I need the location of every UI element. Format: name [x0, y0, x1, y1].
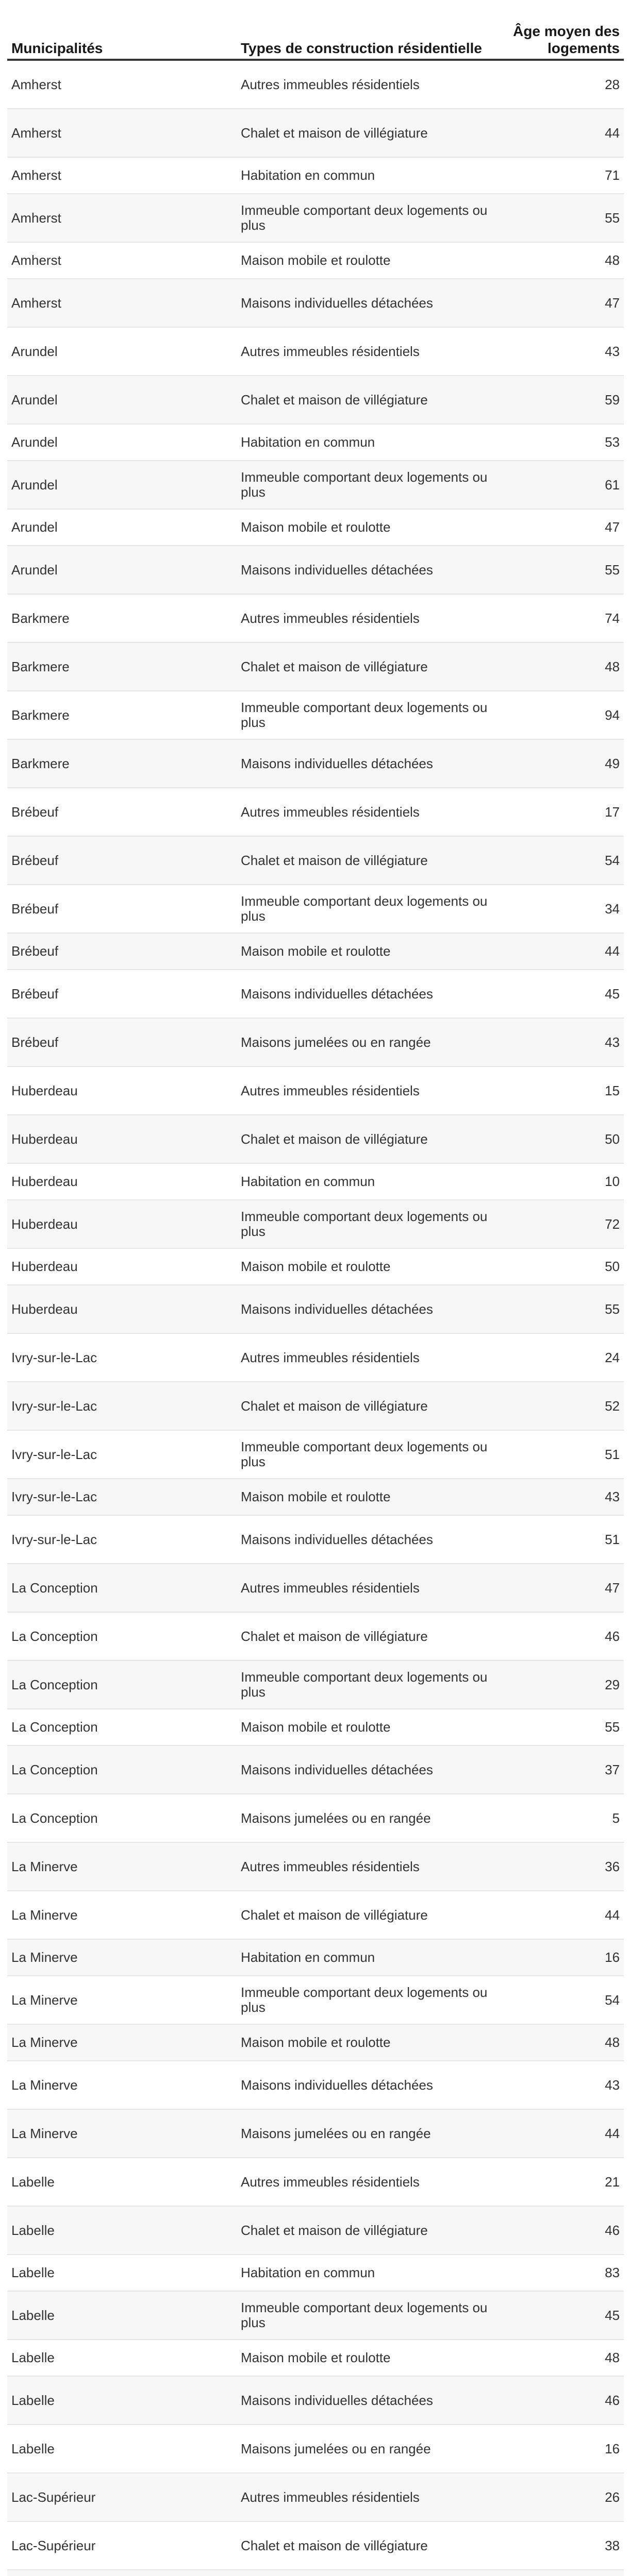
table-row: [7, 691, 624, 739]
cell-type-construction: Habitation en commun: [237, 2255, 494, 2291]
cell-municipalite: La Minerve: [7, 1891, 237, 1939]
cell-municipalite: Labelle: [7, 2291, 237, 2340]
table-row: [7, 1709, 624, 1745]
cell-type-construction: Maisons individuelles détachées: [237, 739, 494, 788]
cell-age-moyen: 55: [494, 1285, 624, 1333]
cell-age-moyen: 28: [494, 60, 624, 109]
cell-age-moyen: 83: [494, 2255, 624, 2291]
table-row: [7, 1745, 624, 1794]
cell-type-construction: Habitation en commun: [237, 1939, 494, 1976]
cell-municipalite: Brébeuf: [7, 788, 237, 836]
cell-type-construction: Autres immeubles résidentiels: [237, 594, 494, 642]
cell-type-construction: Maison mobile et roulotte: [237, 1709, 494, 1745]
table-row: [7, 1660, 624, 1709]
cell-municipalite: [7, 2570, 237, 2576]
table-row: [7, 1479, 624, 1515]
table-row: [7, 509, 624, 546]
cell-type-construction: Chalet et maison de villégiature: [237, 1382, 494, 1430]
cell-municipalite: Huberdeau: [7, 1163, 237, 1200]
cell-municipalite: Barkmere: [7, 642, 237, 691]
cell-type-construction: Immeuble comportant deux logements ou plus: [237, 2291, 494, 2340]
cell-municipalite: Labelle: [7, 2158, 237, 2206]
cell-municipalite: La Conception: [7, 1564, 237, 1612]
cell-municipalite: Arundel: [7, 424, 237, 461]
cell-type-construction: Chalet et maison de villégiature: [237, 1612, 494, 1660]
cell-type-construction: Chalet et maison de villégiature: [237, 2206, 494, 2255]
cell-age-moyen: 61: [494, 461, 624, 509]
cell-age-moyen: 10: [494, 1163, 624, 1200]
cell-municipalite: Arundel: [7, 461, 237, 509]
cell-age-moyen: 49: [494, 739, 624, 788]
cell-age-moyen: 72: [494, 1200, 624, 1248]
cell-type-construction: Immeuble comportant deux logements ou plus: [237, 1976, 494, 2024]
cell-municipalite: Brébeuf: [7, 1018, 237, 1066]
table-row: [7, 2291, 624, 2340]
cell-municipalite: Amherst: [7, 60, 237, 109]
cell-municipalite: Amherst: [7, 242, 237, 279]
cell-age-moyen: 55: [494, 194, 624, 242]
cell-age-moyen: 51: [494, 1430, 624, 1479]
cell-municipalite: Barkmere: [7, 691, 237, 739]
table-row: [7, 279, 624, 327]
cell-municipalite: Ivry-sur-le-Lac: [7, 1430, 237, 1479]
cell-type-construction: Maisons individuelles détachées: [237, 2061, 494, 2109]
cell-municipalite: Barkmere: [7, 594, 237, 642]
table-row: [7, 194, 624, 242]
cell-age-moyen: 16: [494, 1939, 624, 1976]
cell-age-moyen: 44: [494, 933, 624, 970]
cell-age-moyen: 24: [494, 1333, 624, 1382]
cell-municipalite: Arundel: [7, 376, 237, 424]
cell-age-moyen: 29: [494, 1660, 624, 1709]
cell-municipalite: Arundel: [7, 546, 237, 594]
table-row: [7, 1430, 624, 1479]
cell-type-construction: Chalet et maison de villégiature: [237, 642, 494, 691]
cell-age-moyen: 43: [494, 1479, 624, 1515]
cell-age-moyen: 45: [494, 970, 624, 1018]
table-row: [7, 642, 624, 691]
cell-type-construction: Immeuble comportant deux logements ou plus: [237, 691, 494, 739]
cell-age-moyen: 50: [494, 1248, 624, 1285]
table-row: [7, 836, 624, 885]
table-row: [7, 2340, 624, 2376]
table-row: [7, 376, 624, 424]
table-row: [7, 1285, 624, 1333]
table-row: [7, 157, 624, 194]
cell-type-construction: Maison mobile et roulotte: [237, 1479, 494, 1515]
table-row: [7, 788, 624, 836]
table-row: [7, 2473, 624, 2521]
cell-age-moyen: 48: [494, 2340, 624, 2376]
cell-municipalite: Ivry-sur-le-Lac: [7, 1479, 237, 1515]
cell-municipalite: Barkmere: [7, 739, 237, 788]
table-body: [7, 60, 624, 2576]
cell-age-moyen: 59: [494, 376, 624, 424]
cell-type-construction: Maison mobile et roulotte: [237, 1248, 494, 1285]
cell-age-moyen: 46: [494, 2376, 624, 2425]
cell-type-construction: Maison mobile et roulotte: [237, 509, 494, 546]
cell-type-construction: Chalet et maison de villégiature: [237, 109, 494, 157]
cell-age-moyen: 44: [494, 2109, 624, 2158]
cell-municipalite: Ivry-sur-le-Lac: [7, 1333, 237, 1382]
cell-age-moyen: [494, 2570, 624, 2576]
table-row: [7, 1515, 624, 1564]
cell-age-moyen: 47: [494, 279, 624, 327]
table-row: [7, 933, 624, 970]
cell-age-moyen: 71: [494, 157, 624, 194]
cell-type-construction: Chalet et maison de villégiature: [237, 1891, 494, 1939]
table-row: [7, 1115, 624, 1163]
cell-municipalite: La Conception: [7, 1745, 237, 1794]
cell-type-construction: Maisons jumelées ou en rangée: [237, 2425, 494, 2473]
table-row: [7, 1891, 624, 1939]
cell-type-construction: Autres immeubles résidentiels: [237, 2473, 494, 2521]
table-row: [7, 461, 624, 509]
cell-municipalite: La Minerve: [7, 2109, 237, 2158]
table-row: [7, 739, 624, 788]
cell-type-construction: Autres immeubles résidentiels: [237, 60, 494, 109]
table-row: [7, 1564, 624, 1612]
cell-age-moyen: 34: [494, 885, 624, 933]
cell-municipalite: Huberdeau: [7, 1066, 237, 1115]
cell-age-moyen: 94: [494, 691, 624, 739]
cell-municipalite: La Minerve: [7, 2061, 237, 2109]
cell-municipalite: Amherst: [7, 194, 237, 242]
cell-age-moyen: 37: [494, 1745, 624, 1794]
table-row: [7, 2109, 624, 2158]
cell-type-construction: Maison mobile et roulotte: [237, 2340, 494, 2376]
cell-type-construction: Autres immeubles résidentiels: [237, 1842, 494, 1891]
cell-age-moyen: 15: [494, 1066, 624, 1115]
cell-age-moyen: 16: [494, 2425, 624, 2473]
cell-age-moyen: 43: [494, 327, 624, 376]
table-row: [7, 546, 624, 594]
cell-municipalite: Arundel: [7, 327, 237, 376]
cell-municipalite: Lac-Supérieur: [7, 2521, 237, 2570]
column-header-age-moyen[interactable]: Âge moyen des logements: [513, 23, 620, 56]
cell-municipalite: La Conception: [7, 1794, 237, 1842]
cell-age-moyen: 5: [494, 1794, 624, 1842]
cell-age-moyen: 21: [494, 2158, 624, 2206]
cell-age-moyen: 74: [494, 594, 624, 642]
cell-age-moyen: 46: [494, 1612, 624, 1660]
table-row: [7, 1066, 624, 1115]
cell-type-construction: Chalet et maison de villégiature: [237, 376, 494, 424]
cell-municipalite: Labelle: [7, 2206, 237, 2255]
cell-type-construction: Maison mobile et roulotte: [237, 933, 494, 970]
table-row: [7, 2061, 624, 2109]
cell-age-moyen: 47: [494, 509, 624, 546]
cell-type-construction: Maison mobile et roulotte: [237, 2024, 494, 2061]
table-row: [7, 60, 624, 109]
cell-age-moyen: 48: [494, 242, 624, 279]
table-row: [7, 2158, 624, 2206]
cell-age-moyen: 54: [494, 1976, 624, 2024]
data-table: [7, 10, 624, 2576]
table-row: [7, 1382, 624, 1430]
cell-type-construction: Maisons individuelles détachées: [237, 1515, 494, 1564]
table-row: [7, 885, 624, 933]
cell-age-moyen: 55: [494, 546, 624, 594]
cell-type-construction: Autres immeubles résidentiels: [237, 2158, 494, 2206]
cell-age-moyen: 51: [494, 1515, 624, 1564]
cell-type-construction: Autres immeubles résidentiels: [237, 1066, 494, 1115]
table-row: [7, 1163, 624, 1200]
table-row: [7, 2376, 624, 2425]
cell-age-moyen: 53: [494, 424, 624, 461]
table-row: [7, 1248, 624, 1285]
cell-type-construction: Maisons individuelles détachées: [237, 970, 494, 1018]
cell-type-construction: Autres immeubles résidentiels: [237, 1564, 494, 1612]
table-row: [7, 2521, 624, 2570]
cell-type-construction: Maisons jumelées ou en rangée: [237, 1794, 494, 1842]
cell-municipalite: Ivry-sur-le-Lac: [7, 1382, 237, 1430]
cell-type-construction: Immeuble comportant deux logements ou plus: [237, 1660, 494, 1709]
cell-municipalite: La Minerve: [7, 2024, 237, 2061]
cell-age-moyen: 36: [494, 1842, 624, 1891]
cell-municipalite: Huberdeau: [7, 1200, 237, 1248]
cell-type-construction: Habitation en commun: [237, 157, 494, 194]
cell-type-construction: [237, 2570, 494, 2576]
cell-type-construction: Immeuble comportant deux logements ou plus: [237, 461, 494, 509]
cell-municipalite: Arundel: [7, 509, 237, 546]
cell-age-moyen: 46: [494, 2206, 624, 2255]
cell-municipalite: Amherst: [7, 157, 237, 194]
table-row: [7, 2024, 624, 2061]
cell-type-construction: Maisons individuelles détachées: [237, 2376, 494, 2425]
table-row: [7, 2255, 624, 2291]
cell-municipalite: La Minerve: [7, 1939, 237, 1976]
cell-municipalite: Labelle: [7, 2376, 237, 2425]
cell-municipalite: La Minerve: [7, 1842, 237, 1891]
cell-age-moyen: 43: [494, 1018, 624, 1066]
cell-municipalite: Huberdeau: [7, 1285, 237, 1333]
table-row: [7, 594, 624, 642]
cell-type-construction: Immeuble comportant deux logements ou plus: [237, 1200, 494, 1248]
table-row: [7, 1612, 624, 1660]
cell-type-construction: Autres immeubles résidentiels: [237, 788, 494, 836]
table-row: [7, 242, 624, 279]
table-row: [7, 327, 624, 376]
cell-age-moyen: 44: [494, 1891, 624, 1939]
cell-municipalite: Brébeuf: [7, 885, 237, 933]
cell-age-moyen: 54: [494, 836, 624, 885]
cell-type-construction: Autres immeubles résidentiels: [237, 327, 494, 376]
table-row: [7, 970, 624, 1018]
cell-age-moyen: 43: [494, 2061, 624, 2109]
cell-age-moyen: 48: [494, 2024, 624, 2061]
cell-municipalite: Brébeuf: [7, 933, 237, 970]
table-row: [7, 2570, 624, 2576]
cell-municipalite: Brébeuf: [7, 836, 237, 885]
cell-type-construction: Chalet et maison de villégiature: [237, 2521, 494, 2570]
cell-municipalite: La Conception: [7, 1660, 237, 1709]
cell-age-moyen: 45: [494, 2291, 624, 2340]
cell-municipalite: La Conception: [7, 1709, 237, 1745]
cell-type-construction: Maisons individuelles détachées: [237, 1285, 494, 1333]
cell-municipalite: Labelle: [7, 2340, 237, 2376]
table-row: [7, 2425, 624, 2473]
table-header-row: [7, 10, 624, 60]
cell-age-moyen: 50: [494, 1115, 624, 1163]
cell-age-moyen: 55: [494, 1709, 624, 1745]
cell-type-construction: Maisons individuelles détachées: [237, 546, 494, 594]
table-row: [7, 1018, 624, 1066]
cell-municipalite: Lac-Supérieur: [7, 2473, 237, 2521]
cell-municipalite: Ivry-sur-le-Lac: [7, 1515, 237, 1564]
table-row: [7, 2206, 624, 2255]
cell-municipalite: Brébeuf: [7, 970, 237, 1018]
column-header-municipalites[interactable]: Municipalités: [11, 40, 103, 56]
cell-municipalite: Huberdeau: [7, 1248, 237, 1285]
table-row: [7, 1794, 624, 1842]
cell-municipalite: La Minerve: [7, 1976, 237, 2024]
cell-type-construction: Immeuble comportant deux logements ou plus: [237, 885, 494, 933]
cell-type-construction: Maisons jumelées ou en rangée: [237, 1018, 494, 1066]
cell-age-moyen: 48: [494, 642, 624, 691]
cell-age-moyen: 38: [494, 2521, 624, 2570]
cell-type-construction: Habitation en commun: [237, 424, 494, 461]
cell-type-construction: Chalet et maison de villégiature: [237, 836, 494, 885]
cell-type-construction: Immeuble comportant deux logements ou plus: [237, 194, 494, 242]
cell-municipalite: Amherst: [7, 279, 237, 327]
cell-municipalite: Labelle: [7, 2255, 237, 2291]
table-row: [7, 1200, 624, 1248]
table-row: [7, 1333, 624, 1382]
cell-municipalite: Amherst: [7, 109, 237, 157]
table-row: [7, 1939, 624, 1976]
cell-municipalite: Labelle: [7, 2425, 237, 2473]
cell-type-construction: Maisons jumelées ou en rangée: [237, 2109, 494, 2158]
table-row: [7, 1842, 624, 1891]
cell-municipalite: La Conception: [7, 1612, 237, 1660]
cell-type-construction: Immeuble comportant deux logements ou plus: [237, 1430, 494, 1479]
table-row: [7, 1976, 624, 2024]
cell-type-construction: Habitation en commun: [237, 1163, 494, 1200]
cell-age-moyen: 44: [494, 109, 624, 157]
cell-type-construction: Chalet et maison de villégiature: [237, 1115, 494, 1163]
cell-age-moyen: 26: [494, 2473, 624, 2521]
table-row: [7, 109, 624, 157]
cell-type-construction: Maison mobile et roulotte: [237, 242, 494, 279]
cell-type-construction: Autres immeubles résidentiels: [237, 1333, 494, 1382]
cell-municipalite: Huberdeau: [7, 1115, 237, 1163]
cell-age-moyen: 52: [494, 1382, 624, 1430]
cell-type-construction: Maisons individuelles détachées: [237, 1745, 494, 1794]
cell-age-moyen: 47: [494, 1564, 624, 1612]
table-row: [7, 424, 624, 461]
cell-type-construction: Maisons individuelles détachées: [237, 279, 494, 327]
column-header-types-construction[interactable]: Types de construction résidentielle: [241, 40, 482, 56]
cell-age-moyen: 17: [494, 788, 624, 836]
